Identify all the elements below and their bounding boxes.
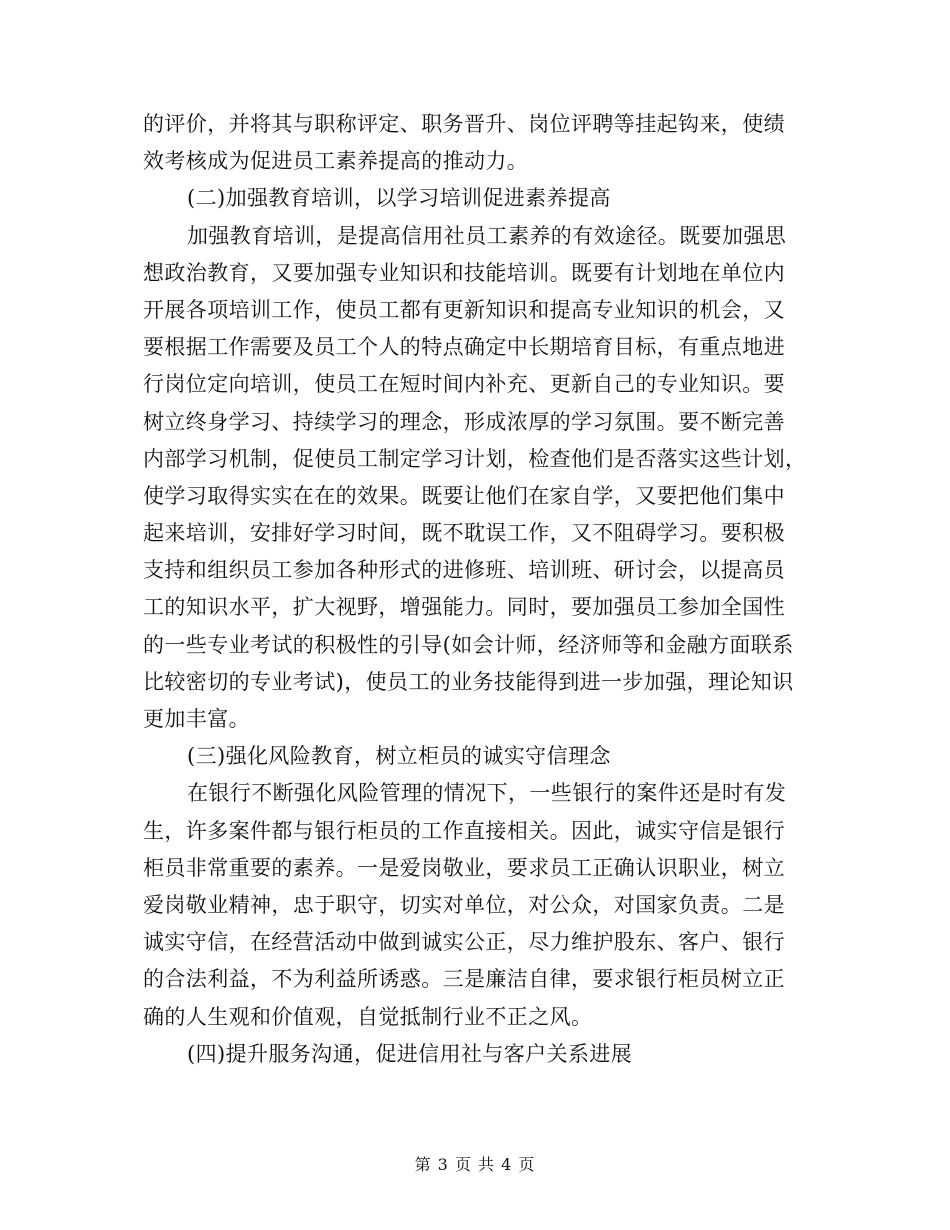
text-line: 要根据工作需要及员工个人的特点确定中长期培育目标，有重点地进: [143, 335, 785, 360]
text-line: 起来培训，安排好学习时间，既不耽误工作，又不阻碍学习。要积极: [143, 521, 785, 546]
text-line: (二)加强教育培训，以学习培训促进素养提高: [187, 186, 611, 211]
text-line: 工的知识水平，扩大视野，增强能力。同时，要加强员工参加全国性: [143, 595, 785, 620]
text-line: 加强教育培训，是提高信用社员工素养的有效途径。既要加强思: [187, 223, 787, 248]
page-footer: 第 3 页 共 4 页: [414, 1155, 536, 1174]
text-line: 树立终身学习、持续学习的理念，形成浓厚的学习氛围。要不断完善: [143, 409, 785, 434]
text-line: 效考核成为促进员工素养提高的推动力。: [143, 149, 529, 174]
text-line: (四)提升服务沟通，促进信用社与客户关系进展: [187, 1041, 633, 1066]
text-line: 内部学习机制，促使员工制定学习计划，检查他们是否落实这些计划，: [143, 446, 807, 471]
text-line: 行岗位定向培训，使员工在短时间内补充、更新自己的专业知识。要: [143, 372, 785, 397]
text-line: 的一些专业考试的积极性的引导(如会计师，经济师等和金融方面联系: [143, 632, 794, 657]
text-line: 爱岗敬业精神，忠于职守，切实对单位，对公众，对国家负责。二是: [143, 892, 785, 917]
text-line: 更加丰富。: [143, 707, 250, 731]
text-line: 的合法利益，不为利益所诱惑。三是廉洁自律，要求银行柜员树立正: [143, 967, 785, 992]
text-line: 开展各项培训工作，使员工都有更新知识和提高专业知识的机会，又: [143, 297, 785, 322]
text-line: 支持和组织员工参加各种形式的进修班、培训班、研讨会，以提高员: [143, 558, 785, 583]
text-line: 确的人生观和价值观，自觉抵制行业不正之风。: [143, 1004, 593, 1029]
text-line: (三)强化风险教育，树立柜员的诚实守信理念: [187, 744, 611, 769]
text-line: 想政治教育，又要加强专业知识和技能培训。既要有计划地在单位内: [143, 260, 785, 285]
text-line: 生，许多案件都与银行柜员的工作直接相关。因此，诚实守信是银行: [143, 818, 785, 843]
text-line: 在银行不断强化风险管理的情况下，一些银行的案件还是时有发: [187, 781, 787, 806]
text-line: 柜员非常重要的素养。一是爱岗敬业，要求员工正确认识职业，树立: [143, 855, 785, 880]
text-line: 比较密切的专业考试)，使员工的业务技能得到进一步加强，理论知识: [143, 669, 794, 694]
document-body: [143, 106, 808, 1073]
text-line: 使学习取得实实在在的效果。既要让他们在家自学，又要把他们集中: [143, 483, 785, 508]
text-line: 的评价，并将其与职称评定、职务晋升、岗位评聘等挂起钩来，使绩: [143, 112, 785, 136]
text-line: 诚实守信，在经营活动中做到诚实公正，尽力维护股东、客户、银行: [143, 930, 785, 955]
